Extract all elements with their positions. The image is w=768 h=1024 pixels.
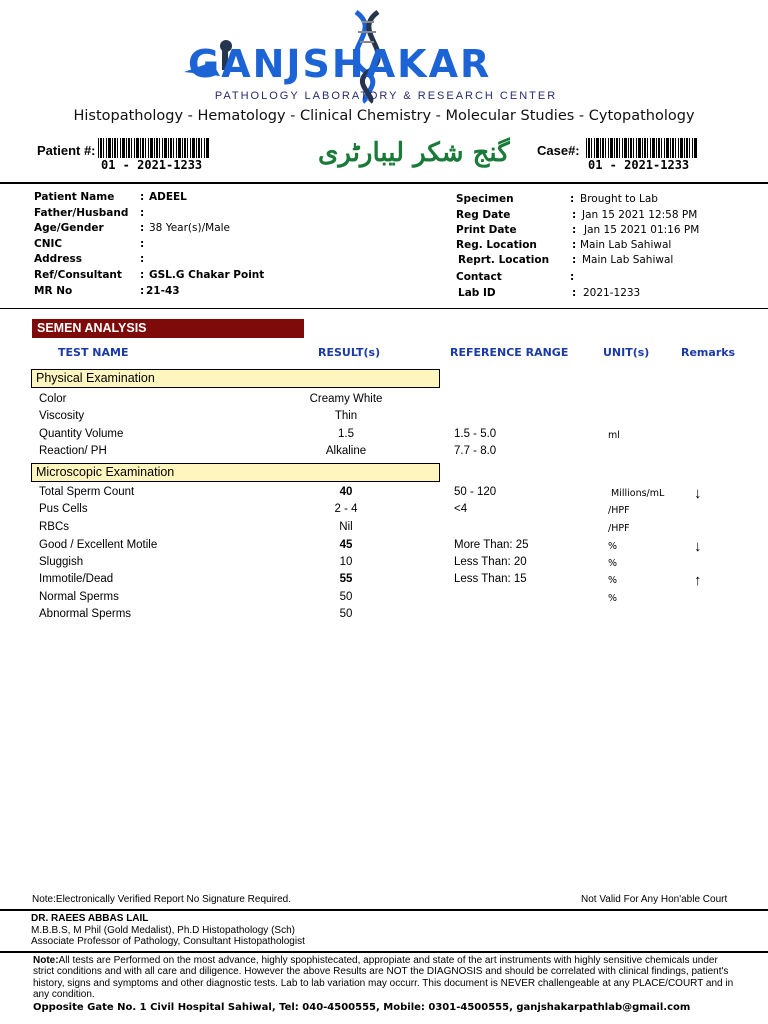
table-row: [0, 445, 768, 462]
report-location-value: Main Lab Sahiwal: [582, 254, 674, 267]
services-line: Histopathology - Hematology - Clinical Chemistry - Molecular Studies - Cytopathology: [73, 108, 695, 124]
test-result: 10: [339, 556, 353, 568]
col-header-unit: UNIT(s): [603, 346, 650, 359]
doctor-name: DR. RAEES ABBAS LAIL: [31, 913, 149, 924]
info-colon: :: [572, 287, 577, 299]
age-gender-value: 38 Year(s)/Male: [149, 222, 231, 235]
info-label: Print Date: [456, 224, 517, 237]
test-unit: %: [608, 541, 618, 552]
lab-logo: [170, 6, 590, 104]
print-date-value: Jan 15 2021 01:16 PM: [584, 224, 700, 237]
table-row: [0, 428, 768, 445]
lab-address: Opposite Gate No. 1 Civil Hospital Sahiwal, Tel: 040-4500555, Mobile: 0301-4500555, ganjshakarpathlab@gmail.com: [33, 1002, 691, 1013]
brand-name: GANJSHAKAR: [188, 42, 492, 86]
test-name: Abnormal Sperms: [39, 608, 132, 620]
test-name: RBCs: [39, 521, 70, 533]
verified-note: Note:Electronically Verified Report No Signature Required.: [32, 894, 292, 905]
test-name: Total Sperm Count: [39, 486, 135, 498]
test-reference: 50 - 120: [454, 486, 497, 498]
lab-id-value: 2021-1233: [583, 287, 641, 299]
info-colon: :: [572, 238, 577, 251]
test-reference: 1.5 - 5.0: [454, 428, 497, 440]
info-colon: :: [570, 193, 575, 205]
test-name: Viscosity: [39, 410, 85, 422]
test-result: 40: [339, 486, 353, 498]
test-result: 45: [339, 539, 353, 551]
info-label: Address: [34, 253, 82, 266]
low-arrow-icon: ↓: [694, 485, 702, 502]
doctor-title: Associate Professor of Pathology, Consultant Histopathologist: [31, 936, 305, 947]
table-row: [0, 503, 768, 520]
table-row: [0, 556, 768, 573]
mr-no-value: 21-43: [146, 284, 180, 297]
section-title: SEMEN ANALYSIS: [32, 319, 304, 338]
info-label: Patient Name: [34, 191, 115, 203]
test-unit: %: [608, 558, 618, 569]
specimen-value: Brought to Lab: [580, 193, 658, 205]
table-row: [0, 486, 768, 503]
info-label: Reg. Location: [456, 238, 537, 251]
brand-subtitle: PATHOLOGY LABORATORY & RESEARCH CENTER: [214, 90, 558, 102]
test-result: 2 - 4: [334, 503, 358, 515]
info-label: Contact: [456, 271, 502, 283]
low-arrow-icon: ↓: [694, 538, 702, 555]
info-label: Age/Gender: [34, 222, 104, 235]
info-colon: :: [140, 206, 145, 219]
patient-barcode: [98, 138, 210, 158]
table-row: [0, 539, 768, 556]
table-row: [0, 591, 768, 608]
info-label: Father/Husband: [34, 206, 129, 219]
test-name: Reaction/ PH: [39, 445, 107, 457]
info-label: Ref/Consultant: [34, 269, 122, 281]
table-row: [0, 521, 768, 538]
disclaimer-label: Note:: [33, 955, 59, 966]
group-title: Microscopic Examination: [31, 463, 440, 482]
high-arrow-icon: ↑: [694, 572, 702, 589]
info-colon: :: [572, 208, 577, 221]
test-name: Normal Sperms: [39, 591, 119, 603]
test-result: 55: [339, 573, 353, 585]
test-reference: Less Than: 15: [454, 573, 527, 585]
patient-number-label: Patient #:: [37, 143, 96, 158]
test-unit: /HPF: [608, 505, 630, 516]
test-reference: Less Than: 20: [454, 556, 527, 568]
urdu-lab-name: گنج شکر لیبارٹری: [318, 138, 510, 168]
info-divider: [0, 308, 768, 309]
patient-name-value: ADEEL: [149, 191, 187, 203]
info-colon: :: [140, 191, 145, 203]
table-row: [0, 410, 768, 427]
header-divider: [0, 182, 768, 184]
col-header-reference: REFERENCE RANGE: [450, 346, 569, 359]
test-reference: <4: [454, 503, 468, 515]
test-unit: ml: [608, 430, 620, 441]
info-colon: :: [572, 254, 577, 267]
info-label: MR No: [34, 284, 73, 297]
info-colon: :: [140, 269, 145, 281]
table-row: [0, 608, 768, 625]
test-result: Alkaline: [325, 445, 367, 457]
info-label: Lab ID: [458, 287, 496, 299]
info-label: Specimen: [456, 193, 514, 205]
doctor-qualifications: M.B.B.S, M Phil (Gold Medalist), Ph.D Histopathology (Sch): [31, 924, 295, 936]
info-colon: :: [572, 224, 577, 237]
test-reference: More Than: 25: [454, 539, 529, 551]
reg-location-value: Main Lab Sahiwal: [580, 238, 672, 251]
case-barcode: [586, 138, 698, 158]
info-label: Reprt. Location: [458, 254, 550, 267]
info-colon: :: [140, 222, 145, 235]
test-result: 1.5: [338, 428, 354, 440]
test-result: 50: [339, 591, 353, 603]
test-result: 50: [339, 608, 353, 620]
test-result: Nil: [339, 521, 353, 533]
info-label: Reg Date: [456, 208, 511, 221]
case-number-label: Case#:: [537, 143, 580, 158]
footer-divider: [0, 909, 768, 911]
col-header-result: RESULT(s): [318, 346, 381, 359]
patient-number: 01 - 2021-1233: [101, 158, 203, 172]
test-name: Sluggish: [39, 556, 84, 568]
info-colon: :: [140, 237, 145, 250]
disclaimer-text: All tests are Performed on the most advance, highly spophistecated, appropiate and state of the art instruments with highly sensitive chemicals under strict conditions and with all care and diligence. However the above Results are NOT the DIAGNOSIS and should be correlated with clinical findings, patient's history, signs and symptoms and other diagnostic tests. Lab to lab variation may occurr. This document is NEVER challengeable at any PLACE/COURT and in any condition.: [33, 955, 734, 1000]
footer-divider-2: [0, 951, 768, 953]
test-unit: %: [608, 575, 618, 586]
info-label: CNIC: [34, 237, 63, 250]
test-unit: /HPF: [608, 523, 630, 534]
reg-date-value: Jan 15 2021 12:58 PM: [582, 208, 698, 221]
info-colon: :: [140, 253, 145, 266]
consultant-value: GSL.G Chakar Point: [149, 269, 265, 281]
disclaimer: [33, 955, 739, 1000]
test-result: Creamy White: [309, 393, 383, 405]
col-header-remarks: Remarks: [681, 346, 736, 359]
case-number: 01 - 2021-1233: [588, 158, 690, 172]
test-reference: 7.7 - 8.0: [454, 445, 497, 457]
test-unit: Millions/mL: [611, 488, 665, 499]
test-name: Quantity Volume: [39, 428, 124, 440]
group-title: Physical Examination: [31, 369, 440, 388]
test-name: Good / Excellent Motile: [39, 539, 158, 551]
table-row: [0, 393, 768, 410]
test-result: Thin: [334, 410, 358, 422]
test-unit: %: [608, 593, 618, 604]
info-colon: :: [140, 284, 145, 297]
test-name: Pus Cells: [39, 503, 88, 515]
doctor-block: [31, 913, 305, 948]
test-name: Immotile/Dead: [39, 573, 114, 585]
table-row: [0, 573, 768, 590]
test-name: Color: [39, 393, 67, 405]
court-note: Not Valid For Any Hon'able Court: [581, 894, 728, 905]
col-header-test-name: TEST NAME: [58, 346, 129, 359]
patient-info: [0, 190, 768, 302]
info-colon: :: [570, 271, 575, 283]
